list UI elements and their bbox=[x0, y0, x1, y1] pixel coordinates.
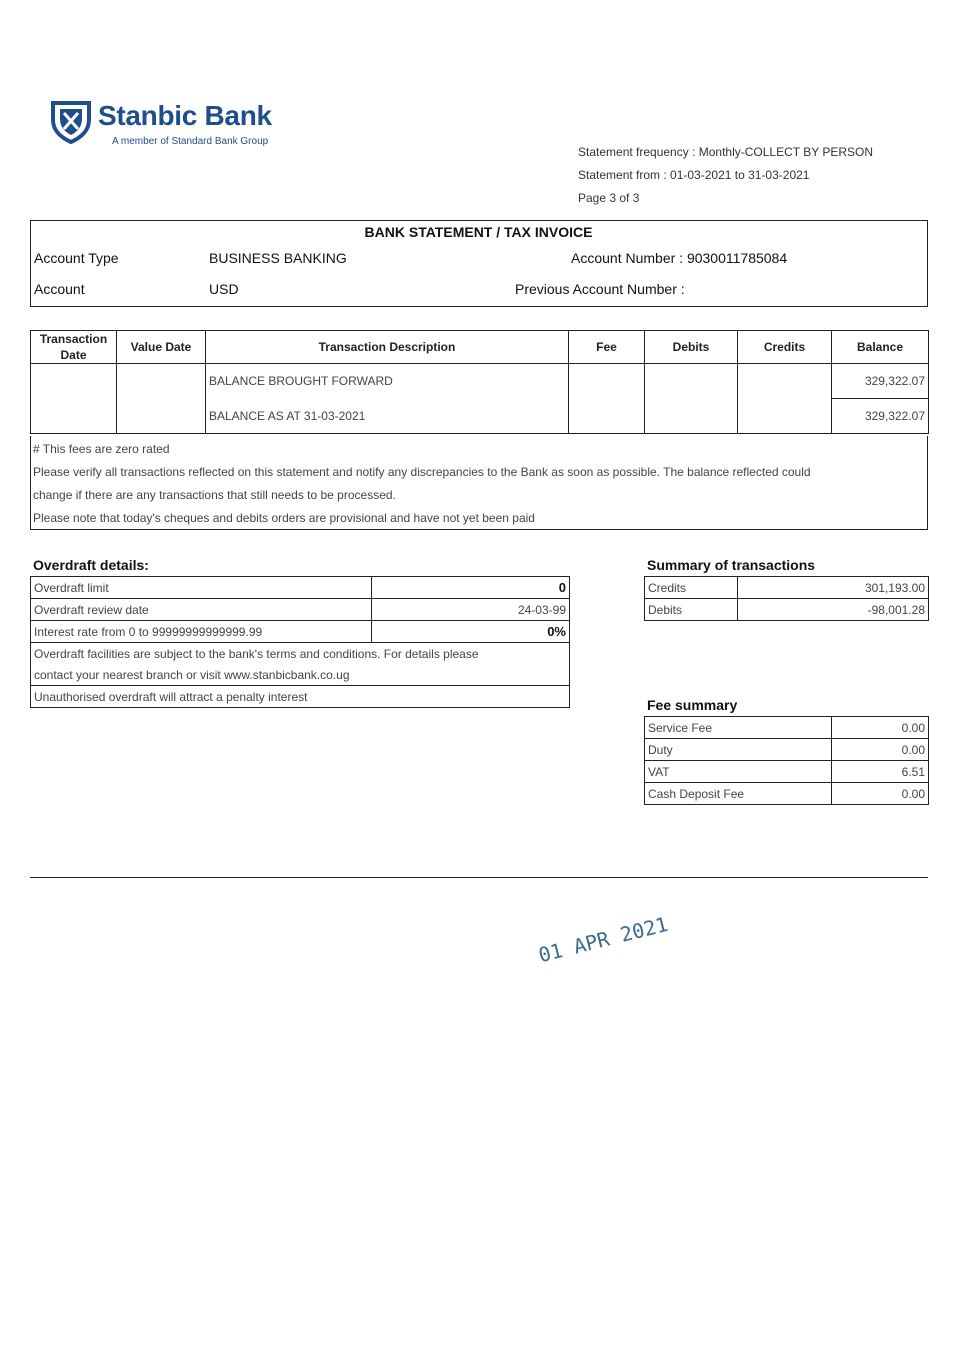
fee-label: Service Fee bbox=[645, 717, 832, 739]
summary-table bbox=[644, 576, 929, 621]
fee-label: VAT bbox=[645, 761, 832, 783]
fee-summary-title: Fee summary bbox=[647, 697, 738, 713]
col-credits: Credits bbox=[738, 331, 832, 364]
bank-name: Stanbic Bank bbox=[98, 100, 272, 131]
overdraft-table bbox=[30, 576, 570, 708]
transactions-table bbox=[30, 330, 929, 434]
overdraft-review-value: 24-03-99 bbox=[372, 599, 570, 621]
overdraft-limit-label: Overdraft limit bbox=[31, 577, 372, 599]
overdraft-penalty-note: Unauthorised overdraft will attract a penalty interest bbox=[31, 686, 570, 708]
table-row bbox=[31, 621, 570, 643]
page-number: Page 3 of 3 bbox=[578, 191, 640, 205]
cell-balance: 329,322.07 bbox=[832, 399, 929, 434]
summary-debits-value: -98,001.28 bbox=[738, 599, 929, 621]
statement-frequency: Statement frequency : Monthly-COLLECT BY PERSON bbox=[578, 145, 874, 159]
table-row bbox=[645, 739, 929, 761]
bank-logo bbox=[50, 100, 310, 150]
fee-value: 0.00 bbox=[832, 739, 929, 761]
statement-header-box bbox=[30, 220, 928, 307]
fee-label: Duty bbox=[645, 739, 832, 761]
fee-label: Cash Deposit Fee bbox=[645, 783, 832, 805]
previous-account-number: Previous Account Number : bbox=[515, 281, 685, 297]
summary-credits-value: 301,193.00 bbox=[738, 577, 929, 599]
page-divider bbox=[30, 877, 928, 878]
date-stamp: 01 APR 2021 bbox=[536, 911, 671, 968]
fee-value: 0.00 bbox=[832, 717, 929, 739]
cell-credits bbox=[738, 364, 832, 434]
cell-balance: 329,322.07 bbox=[832, 364, 929, 399]
fee-value: 6.51 bbox=[832, 761, 929, 783]
note-line: Please note that today's cheques and debits orders are provisional and have not yet been paid bbox=[33, 511, 535, 525]
account-label: Account bbox=[34, 281, 85, 297]
summary-debits-label: Debits bbox=[645, 599, 738, 621]
overdraft-terms-line: contact your nearest branch or visit www.stanbicbank.co.ug bbox=[31, 664, 570, 686]
account-type-label: Account Type bbox=[34, 250, 119, 266]
table-row bbox=[31, 577, 570, 599]
col-debits: Debits bbox=[645, 331, 738, 364]
table-row bbox=[31, 599, 570, 621]
shield-icon bbox=[50, 100, 92, 144]
account-number: Account Number : 9030011785084 bbox=[571, 250, 788, 266]
interest-rate-value: 0% bbox=[372, 621, 570, 643]
table-row bbox=[645, 717, 929, 739]
notes-box bbox=[30, 436, 928, 530]
table-row bbox=[645, 761, 929, 783]
page-title: BANK STATEMENT / TAX INVOICE bbox=[364, 224, 593, 240]
summary-credits-label: Credits bbox=[645, 577, 738, 599]
cell-fee bbox=[569, 364, 645, 434]
interest-rate-label: Interest rate from 0 to 99999999999999.99 bbox=[31, 621, 372, 643]
table-row bbox=[31, 664, 570, 686]
table-row bbox=[645, 783, 929, 805]
table-row bbox=[31, 686, 570, 708]
overdraft-title: Overdraft details: bbox=[33, 557, 149, 573]
col-fee: Fee bbox=[569, 331, 645, 364]
cell-date bbox=[31, 364, 117, 434]
col-transaction-date: Transaction Date bbox=[31, 331, 117, 364]
table-header-row bbox=[31, 331, 929, 364]
cell-description: BALANCE BROUGHT FORWARD bbox=[206, 364, 569, 399]
statement-period: Statement from : 01-03-2021 to 31-03-2021 bbox=[578, 168, 810, 182]
table-row bbox=[31, 364, 929, 399]
fee-value: 0.00 bbox=[832, 783, 929, 805]
note-line: change if there are any transactions that still needs to be processed. bbox=[33, 488, 396, 502]
cell-debits bbox=[645, 364, 738, 434]
bank-tagline: A member of Standard Bank Group bbox=[112, 136, 269, 147]
cell-description: BALANCE AS AT 31-03-2021 bbox=[206, 399, 569, 434]
col-value-date: Value Date bbox=[117, 331, 206, 364]
overdraft-limit-value: 0 bbox=[372, 577, 570, 599]
note-line: Please verify all transactions reflected on this statement and notify any discrepancies to the Bank as soon as possible. The balance reflected could bbox=[33, 465, 811, 479]
table-row bbox=[645, 599, 929, 621]
overdraft-terms-line: Overdraft facilities are subject to the bank's terms and conditions. For details please bbox=[31, 643, 570, 665]
col-balance: Balance bbox=[832, 331, 929, 364]
overdraft-review-label: Overdraft review date bbox=[31, 599, 372, 621]
account-currency: USD bbox=[209, 281, 239, 297]
fee-summary-table bbox=[644, 716, 929, 805]
note-line: # This fees are zero rated bbox=[33, 442, 170, 456]
account-type-value: BUSINESS BANKING bbox=[209, 250, 347, 266]
summary-title: Summary of transactions bbox=[647, 557, 816, 573]
table-row bbox=[645, 577, 929, 599]
cell-value-date bbox=[117, 364, 206, 434]
table-row bbox=[31, 643, 570, 665]
col-description: Transaction Description bbox=[206, 331, 569, 364]
